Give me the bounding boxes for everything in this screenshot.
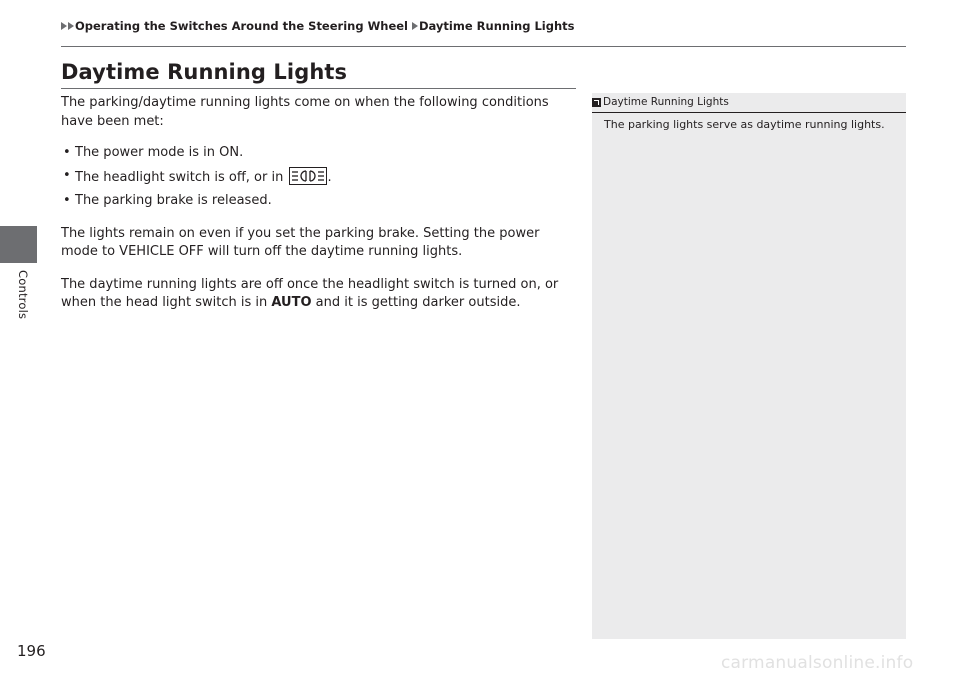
note-title-text: Daytime Running Lights xyxy=(603,96,729,108)
condition-text: The headlight switch is off, or in xyxy=(75,170,284,185)
list-item: • The power mode is in ON. xyxy=(61,144,576,163)
header-divider xyxy=(61,46,906,47)
paragraph-text: The daytime running lights are off once the headlight switch is turned on, or when the head light switch is in xyxy=(61,276,559,310)
note-text: The parking lights serve as daytime running lights. xyxy=(604,118,885,131)
sidebar-note xyxy=(592,93,906,639)
breadcrumb xyxy=(61,19,574,33)
note-title xyxy=(592,96,729,108)
list-item: • The parking brake is released. xyxy=(61,192,576,211)
breadcrumb-arrow-icon xyxy=(68,22,74,30)
note-marker-icon xyxy=(592,98,601,107)
watermark: carmanualsonline.info xyxy=(721,653,914,673)
paragraph: The lights remain on even if you set the parking brake. Setting the power mode to VEHICLE OFF will turn off the daytime running lights. xyxy=(61,225,540,259)
conditions-list xyxy=(61,144,576,211)
chapter-tab-text: Controls xyxy=(16,270,30,320)
intro-paragraph: The parking/daytime running lights come on when the following conditions have been met: xyxy=(61,95,549,129)
note-divider xyxy=(592,112,906,113)
breadcrumb-arrow-icon xyxy=(61,22,67,30)
main-content xyxy=(61,94,576,313)
chapter-tab-label xyxy=(17,270,31,330)
paragraph-text: and it is getting darker outside. xyxy=(315,295,521,310)
parking-light-icon xyxy=(289,167,327,185)
condition-text: . xyxy=(327,170,332,185)
list-item xyxy=(61,167,576,188)
chapter-tab-marker xyxy=(0,226,37,263)
breadcrumb-item-current[interactable]: Daytime Running Lights xyxy=(418,19,575,33)
breadcrumb-arrow-icon xyxy=(412,22,418,30)
breadcrumb-item-section[interactable]: Operating the Switches Around the Steering Wheel xyxy=(75,19,408,33)
page-title: Daytime Running Lights xyxy=(61,60,348,84)
title-divider xyxy=(61,88,576,89)
page-number: 196 xyxy=(17,642,46,660)
paragraph xyxy=(61,276,576,313)
auto-setting-label: AUTO xyxy=(271,295,312,310)
